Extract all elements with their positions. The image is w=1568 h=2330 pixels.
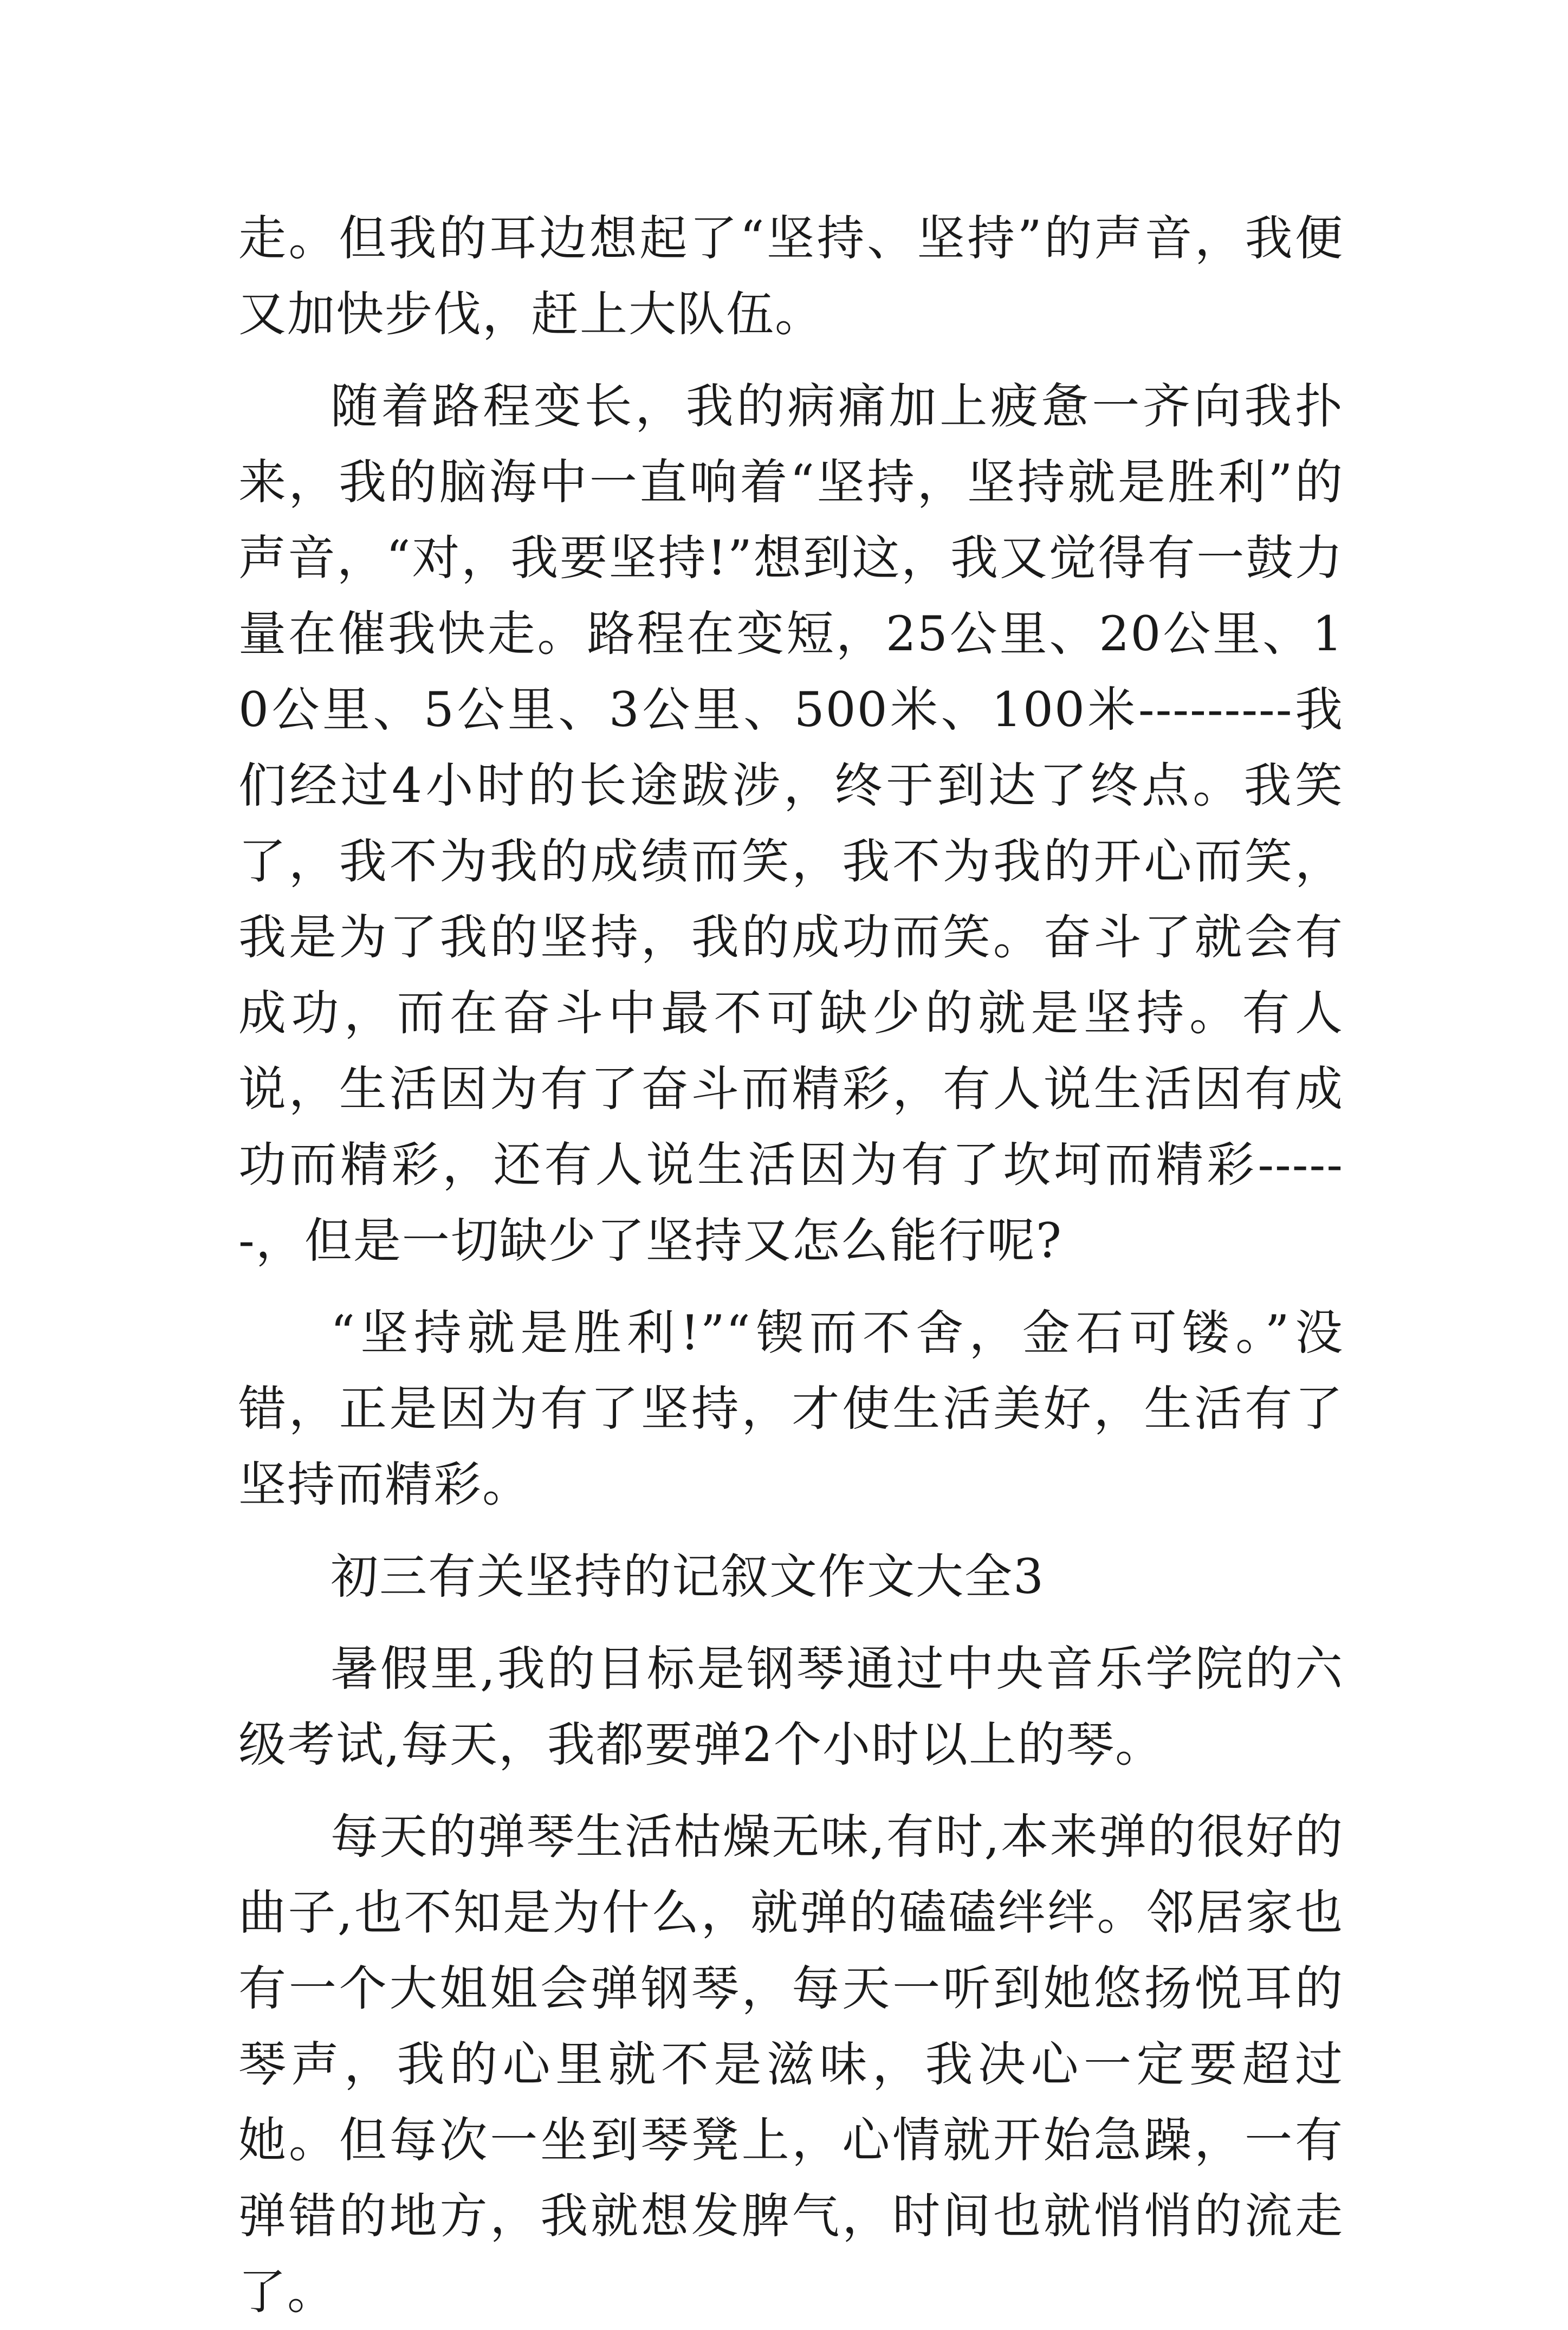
paragraph-practice: 每天的弹琴生活枯燥无味,有时,本来弹的很好的曲子,也不知是为什么，就弹的磕磕绊绊。邻居家也有一个大姐姐会弹钢琴，每天一听到她悠扬悦耳的琴声，我的心里就不是滋味，我决心一定要超过她。但每次一坐到琴凳上，心情就开始急躁，一有弹错的地方，我就想发脾气，时间也就悄悄的流走了。 [238,1809,1344,2320]
document-body [238,200,1344,2330]
paragraph-conclusion: “坚持就是胜利!”“锲而不舍，金石可镂。”没错，正是因为有了坚持，才使生活美好，生活有了坚持而精彩。 [238,1305,1344,1512]
paragraph-journey: 随着路程变长，我的病痛加上疲惫一齐向我扑来，我的脑海中一直响着“坚持，坚持就是胜利”的声音，“对，我要坚持!”想到这，我又觉得有一鼓力量在催我快走。路程在变短，25公里、20公里、10公里、5公里、3公里、500米、100米---------我们经过4小时的长途跋涉，终于到达了终点。我笑了，我不为我的成绩而笑，我不为我的开心而笑，我是为了我的坚持，我的成功而笑。奋斗了就会有成功，而在奋斗中最不可缺少的就是坚持。有人说，生活因为有了奋斗而精彩，有人说生活因有成功而精彩，还有人说生活因为有了坎坷而精彩------，但是一切缺少了坚持又怎么能行呢? [238,378,1344,1268]
paragraph-summer-goal: 暑假里,我的目标是钢琴通过中央音乐学院的六级考试,每天，我都要弹2个小时以上的琴。 [238,1641,1344,1772]
paragraph-continuation: 走。但我的耳边想起了“坚持、坚持”的声音，我便又加快步伐，赶上大队伍。 [238,210,1344,342]
section-heading: 初三有关坚持的记叙文作文大全3 [331,1549,1045,1604]
